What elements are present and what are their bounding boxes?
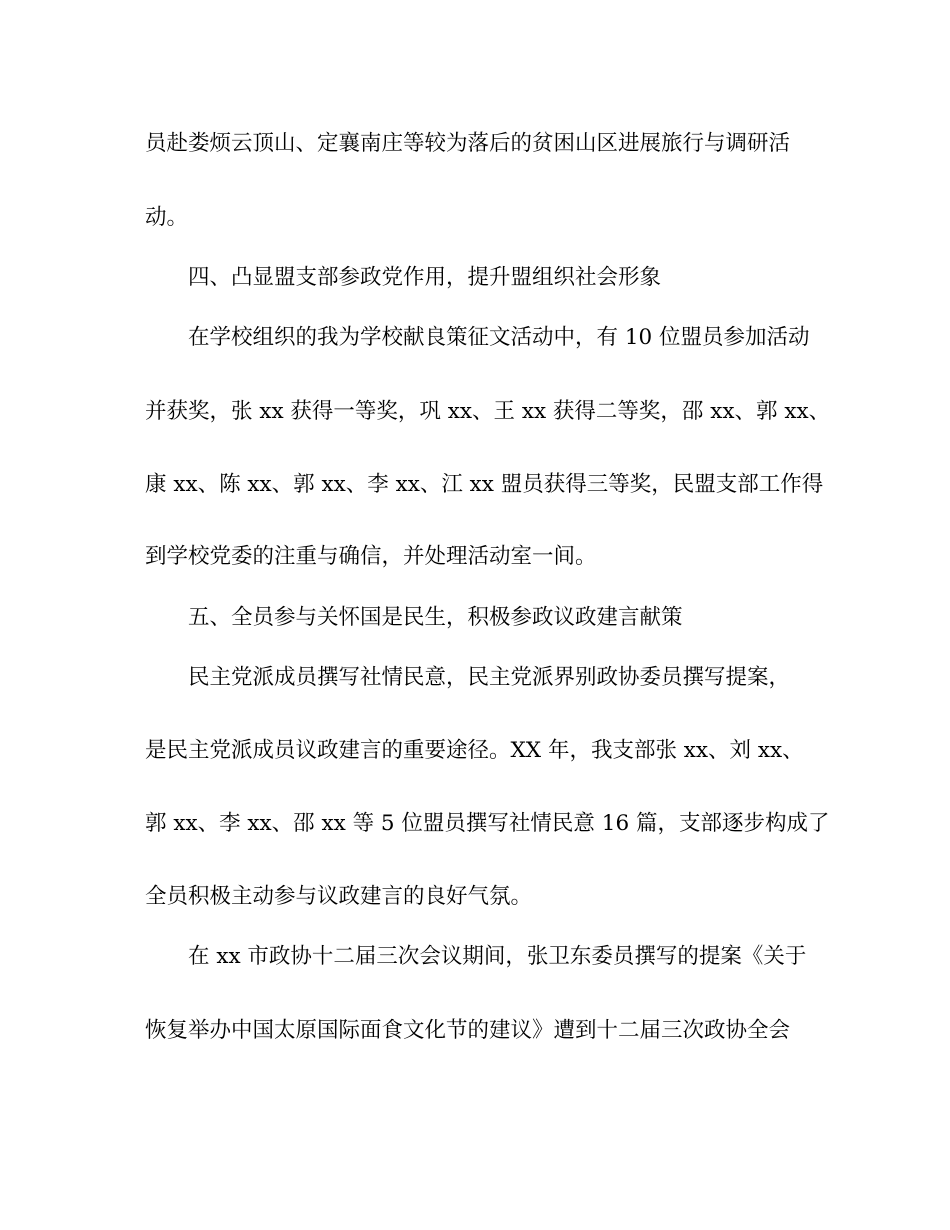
section-heading: 四、凸显盟支部参政党作用，提升盟组织社会形象	[188, 265, 662, 290]
paragraph-line: 恢复举办中国太原国际面食文化节的建议》遭到十二届三次政协全会	[145, 1018, 791, 1043]
paragraph-line: 民主党派成员撰写社情民意，民主党派界别政协委员撰写提案，	[188, 665, 791, 690]
paragraph-line: 在学校组织的我为学校献良策征文活动中，有 10 位盟员参加活动	[188, 325, 810, 350]
paragraph-line: 到学校党委的注重与确信，并处理活动室一间。	[145, 544, 597, 569]
paragraph-line: 是民主党派成员议政建言的重要途径。XX 年，我支部张 xx、刘 xx、	[145, 738, 804, 763]
paragraph-line: 在 xx 市政协十二届三次会议期间，张卫东委员撰写的提案《关于	[188, 944, 807, 969]
paragraph-line: 康 xx、陈 xx、郭 xx、李 xx、江 xx 盟员获得三等奖，民盟支部工作得	[145, 472, 824, 497]
section-heading: 五、全员参与关怀国是民生，积极参政议政建言献策	[188, 605, 683, 630]
paragraph-line: 并获奖，张 xx 获得一等奖，巩 xx、王 xx 获得二等奖，邵 xx、郭 xx、	[145, 399, 831, 424]
paragraph-line: 郭 xx、李 xx、邵 xx 等 5 位盟员撰写社情民意 16 篇，支部逐步构成了	[145, 811, 830, 836]
paragraph-line: 员赴娄烦云顶山、定襄南庄等较为落后的贫困山区进展旅行与调研活	[145, 131, 791, 156]
paragraph-line: 动。	[145, 205, 189, 230]
paragraph-line: 全员积极主动参与议政建言的良好气氛。	[145, 884, 533, 909]
